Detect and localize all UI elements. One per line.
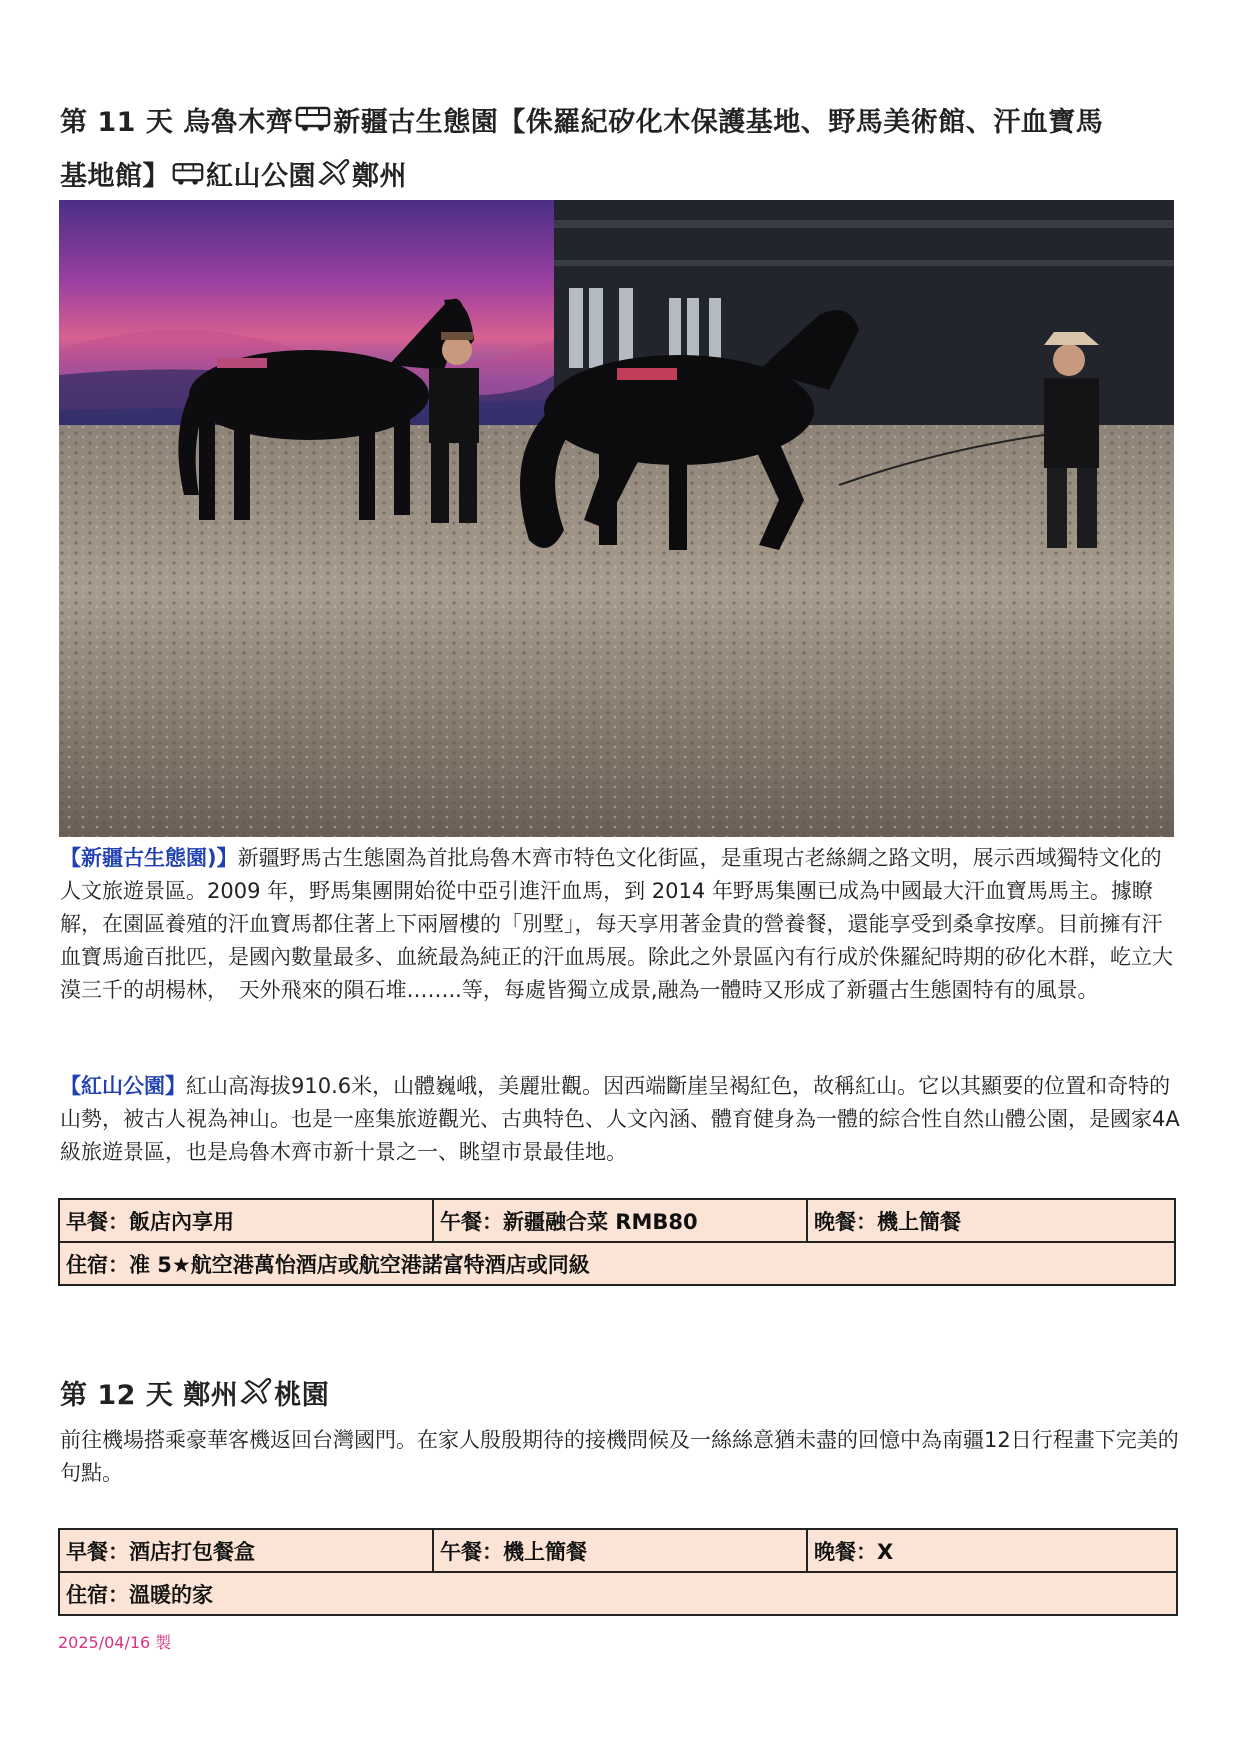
day11-lunch: 午餐：新疆融合菜 RMB80 (433, 1199, 807, 1242)
hongshan-label: 【紅山公園】 (60, 1074, 186, 1098)
horse-arena-photo (59, 200, 1174, 837)
day11-title-d: 紅山公園 (206, 161, 316, 192)
plane-icon (240, 1372, 272, 1422)
ecopark-text: 新疆野馬古生態園為首批烏魯木齊市特色文化街區，是重現古老絲綢之路文明，展示西域獨特文化的人文旅遊景區。2009 年，野馬集團開始從中亞引進汗血馬，到 2014 年野馬集團已成為中國最大汗血寶馬馬主。據瞭解，在園區養殖的汗血寶馬都住著上下兩層樓的「別墅」，每天享用著金貴的營養餐，還能享受到桑拿按摩。目前擁有汗血寶馬逾百批匹，是國內數量最多、血統最為純正的汗血馬展。除此之外景區內有行成於侏羅紀時期的矽化木群，屹立大漠三千的胡楊林， 天外飛來的隕石堆……..等，每處皆獨立成景,融為一體時又形成了新疆古生態園特有的風景。 (60, 846, 1173, 1002)
day11-breakfast: 早餐：飯店內享用 (59, 1199, 433, 1242)
hongshan-text: 紅山高海拔910.6米，山體巍峨，美麗壯觀。因西端斷崖呈褐紅色，故稱紅山。它以其顯要的位置和奇特的山勢，被古人視為神山。也是一座集旅遊觀光、古典特色、人文內涵、體育健身為一體的綜合性自然山體公園，是國家4A級旅遊景區，也是烏魯木齊市新十景之一、眺望市景最佳地。 (60, 1074, 1180, 1164)
day12-lunch: 午餐：機上簡餐 (433, 1529, 807, 1572)
bus-icon (172, 153, 204, 203)
day11-meal-table (58, 1198, 1176, 1286)
day12-hotel: 住宿：溫暖的家 (59, 1572, 1177, 1615)
day12-breakfast: 早餐：酒店打包餐盒 (59, 1529, 433, 1572)
day11-title-start: 第 11 天 烏魯木齊 (60, 107, 294, 138)
day11-title (60, 98, 1103, 149)
plane-icon (318, 153, 350, 203)
day11-hotel: 住宿：准 5★航空港萬怡酒店或航空港諾富特酒店或同級 (59, 1242, 1175, 1285)
hongshan-description (60, 1070, 1180, 1169)
day11-title-middle: 新疆古生態園【侏羅紀矽化木保護基地、野馬美術館、汗血寶馬 (333, 107, 1104, 138)
day12-title-end: 桃園 (274, 1380, 330, 1411)
ecopark-description (60, 842, 1180, 1007)
day11-dinner: 晚餐：機上簡餐 (807, 1199, 1175, 1242)
day12-title (60, 1371, 329, 1422)
day12-text: 前往機場搭乘豪華客機返回台灣國門。在家人殷殷期待的接機問候及一絲絲意猶未盡的回憶中為南疆12日行程畫下完美的句點。 (60, 1428, 1179, 1485)
day12-description (60, 1424, 1180, 1490)
day11-title-e: 鄭州 (352, 161, 407, 192)
day12-title-start: 第 12 天 鄭州 (60, 1380, 239, 1411)
day11-title-c: 基地館】 (60, 161, 170, 192)
footer-date: 2025/04/16 製 (58, 1633, 172, 1652)
day12-dinner: 晚餐：X (807, 1529, 1177, 1572)
ecopark-label: 【新疆古生態園)】 (60, 846, 238, 870)
day12-meal-table (58, 1528, 1178, 1616)
bus-icon (295, 99, 331, 149)
day11-title-line2 (60, 152, 407, 203)
